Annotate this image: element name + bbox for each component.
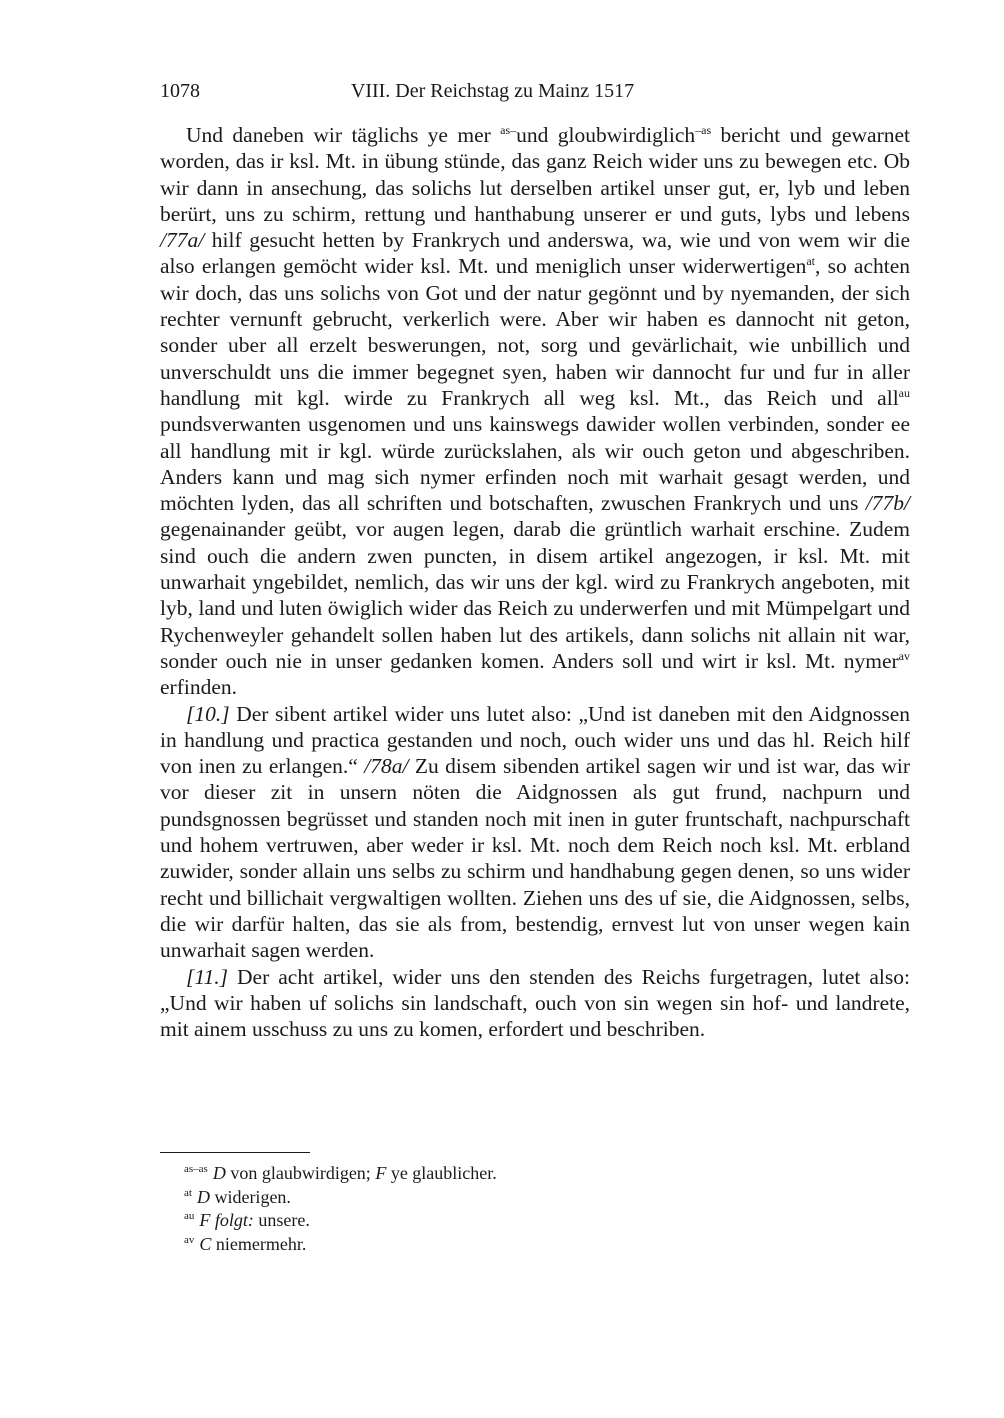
text-segment: Und daneben wir täglichs ye mer	[186, 123, 501, 147]
paragraph-2	[160, 701, 910, 964]
text-segment: Zu disem sibenden artikel sagen wir und ist war, das wir vor dieser zit in unsern nöten die Aidgnossen als gut frund, nachpurn und pundsgnossen begrüsset und standen noch mit inen in guter fruntschaft, nachpurschaft und hohem vertruwen, aber weder ir ksl. Mt. noch dem Reich noch ksl. Mt. erbland zuwider, sonder allain uns selbs zu schirm und handhabung gegen denen, so uns wider recht und billichait vergwaltigen wollten. Ziehen uns des uf sie, die Aidgnossen, selbs, die wir darfür halten, das sie als from, bestendig, ernvest lut von unser wegen kain unwarhait sagen werden.	[160, 754, 910, 963]
manuscript-sigil: F	[375, 1163, 387, 1183]
footnote-marker: av	[898, 648, 910, 663]
footnote-text: widerigen.	[209, 1186, 291, 1207]
folio-reference: /77b/	[865, 491, 910, 516]
text-segment: bericht und gewarnet worden, das ir ksl. Mt. in übung stünde, das ganz Reich wider uns zu bewegen etc. Ob wir dann in ansechung, das solichs lut derselben artikel unser gut, er, lyb und leben berürt, uns zu schirm, rettung und hanthabung unserer er und guts, lybs und lebens	[160, 123, 910, 226]
footnote-marker: –as	[695, 123, 712, 137]
footnote-mark: as–as	[184, 1163, 208, 1175]
footnote-divider	[160, 1152, 310, 1153]
footnote-text: von glaubwirdigen;	[225, 1163, 376, 1183]
footnotes	[184, 1162, 497, 1256]
text-segment: erfinden.	[160, 675, 238, 700]
footnote	[184, 1209, 497, 1233]
section-number: [10.]	[186, 701, 230, 726]
text-segment: Der sibent artikel wider uns lutet also: „Und ist daneben mit den Aidgnossen in handlung und practica gestanden und noch, ouch wider uns und das hl. Reich hilf von inen zu erlangen.“	[160, 701, 910, 779]
paragraph-1	[160, 122, 910, 701]
footnote-marker: au	[898, 385, 910, 400]
text-segment: Der acht artikel, wider uns den stenden des Reichs furgetragen, lutet also: „Und wir haben uf solichs sin landschaft, ouch von sin wegen sin hof- und landrete, mit ainem usschuss zu uns zu komen, erfordert und beschriben.	[160, 964, 910, 1042]
footnote	[184, 1186, 497, 1210]
footnote-text: ye glaublicher.	[386, 1163, 497, 1183]
section-number: [11.]	[186, 964, 229, 989]
running-title: VIII. Der Reichstag zu Mainz 1517	[350, 80, 635, 102]
folio-reference: /77a/	[160, 228, 205, 253]
page-header	[160, 80, 910, 110]
manuscript-sigil: C	[199, 1233, 212, 1254]
paragraph-3	[160, 964, 910, 1043]
footnote-mark: av	[184, 1233, 195, 1246]
page-number: 1078	[160, 80, 200, 102]
text-segment: hilf gesucht hetten by Frankrych und anderswa, wa, wie und von wem wir die also erlangen gemöcht wider ksl. Mt. und meniglich unser widerwertigen	[160, 228, 910, 279]
footnote-text: unsere.	[253, 1210, 310, 1230]
main-text	[160, 122, 910, 1042]
manuscript-sigil: D	[196, 1186, 210, 1207]
footnote-text: niemermehr.	[211, 1233, 307, 1254]
footnote	[184, 1233, 497, 1257]
text-segment: gegenainander geübt, vor augen legen, darab die grüntlich warhait erschine. Zudem sind ouch die andern zwen puncten, in disem artikel angezogen, ir ksl. Mt. mit unwarhait yngebildet, nemlich, das wir uns der kgl. wird zu Frankrych angeboten, mit lyb, land und luten öwiglich wider das Reich zu underwerfen und mit Mümpelgart und Rychenweyler gehandelt sollen haben lut des artikels, dann solichs nit allain nit war, sonder ouch nie in unser gedanken komen. Anders soll und wirt ir ksl. Mt. nymer	[160, 517, 910, 673]
folio-reference: /78a/	[364, 754, 409, 779]
footnote-mark: au	[184, 1210, 195, 1222]
text-segment: und gloubwirdiglich	[516, 123, 696, 147]
footnote-marker: as–	[500, 123, 517, 137]
manuscript-sigil: D	[212, 1163, 226, 1183]
footnote-mark: at	[184, 1186, 192, 1199]
manuscript-sigil: F folgt:	[199, 1210, 254, 1230]
footnote	[184, 1162, 497, 1186]
text-segment: pundsverwanten usgenomen und uns kainswegs dawider wollen verbinden, sonder ee all handlung mit ir kgl. würde zurückslahen, als wir ouch geton und abgeschriben. Anders kann und mag sich nymer erfinden noch mit warhait gesagt werden, und möchten lyden, das all schriften und botschaften, zwuschen Frankrych und uns	[160, 412, 910, 516]
footnote-marker: at	[806, 254, 816, 269]
text-segment: , so achten wir doch, das uns solichs von Got und der natur gegönnt und by nyemanden, der sich rechter vernunft gebrucht, verkerlich were. Aber wir haben es dannocht nit geton, sonder uber all erzelt beswerungen, not, sorg und gevärlichait, wie unbillich und unverschuldt uns die immer begegnet syen, haben wir dannocht fur und fur in aller handlung mit kgl. wirde zu Frankrych all weg ksl. Mt., das Reich und all	[160, 254, 911, 410]
